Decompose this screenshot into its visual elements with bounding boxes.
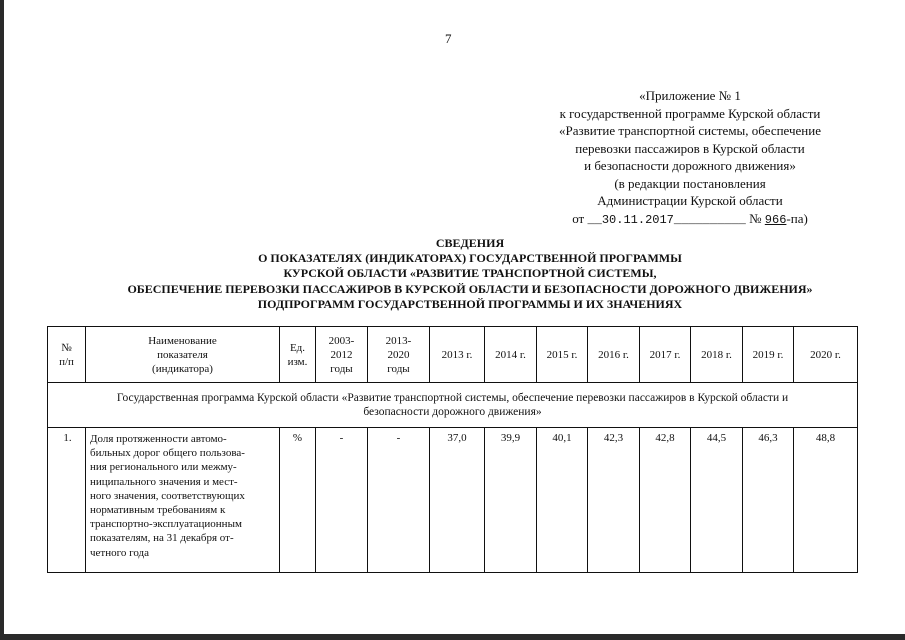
- header-year-2014: 2014 г.: [485, 327, 537, 383]
- appendix-line: перевозки пассажиров в Курской области: [575, 140, 805, 156]
- header-text: Ед.: [289, 341, 306, 354]
- indicator-name-line: показателям, на 31 декабря от-: [90, 532, 234, 545]
- header-text: Наименование: [148, 334, 217, 347]
- heading-line: О ПОКАЗАТЕЛЯХ (ИНДИКАТОРАХ) ГОСУДАРСТВЕННОЙ ПРОГРАММЫ: [258, 251, 682, 266]
- value-2019: 46,3: [743, 428, 794, 573]
- value-2017: 42,8: [640, 428, 691, 573]
- header-text: п/п: [59, 355, 74, 368]
- header-name: [86, 327, 280, 383]
- appendix-line: «Приложение № 1: [639, 88, 741, 103]
- heading-line: ОБЕСПЕЧЕНИЕ ПЕРЕВОЗКИ ПАССАЖИРОВ В КУРСКОЙ ОБЛАСТИ И БЕЗОПАСНОСТИ ДОРОЖНОГО ДВИЖЕНИЯ»: [127, 281, 813, 296]
- indicators-table: [47, 326, 858, 573]
- indicator-name-line: нормативным требованиям к: [90, 504, 226, 517]
- decree-date: __30.11.2017__________: [587, 212, 746, 227]
- header-text: 2012: [330, 348, 353, 361]
- heading-line: КУРСКОЙ ОБЛАСТИ «РАЗВИТИЕ ТРАНСПОРТНОЙ СИСТЕМЫ,: [283, 266, 657, 281]
- header-unit: [280, 327, 316, 383]
- header-year-2016: 2016 г.: [588, 327, 640, 383]
- appendix-block: [505, 87, 875, 229]
- unit-cell: %: [280, 428, 316, 573]
- indicator-name-line: ниципального значения и мест-: [90, 475, 238, 488]
- number-prefix: №: [749, 210, 762, 226]
- header-text: (индикатора): [152, 362, 213, 375]
- heading-line: ПОДПРОГРАММ ГОСУДАРСТВЕННОЙ ПРОГРАММЫ И ИХ ЗНАЧЕНИЯХ: [257, 296, 683, 311]
- indicator-name-line: ния регионального или межму-: [90, 461, 237, 474]
- row-number: 1.: [48, 428, 86, 573]
- header-period-2003-2012: [316, 327, 368, 383]
- heading-line: СВЕДЕНИЯ: [435, 236, 505, 250]
- date-prefix: от: [572, 210, 585, 226]
- indicator-name-line: транспортно-эксплуатационным: [90, 518, 242, 531]
- value-2014: 39,9: [485, 428, 537, 573]
- scan-frame-left: [0, 0, 4, 640]
- indicator-name-line: ного значения, соответствующих: [90, 489, 245, 502]
- value-2018: 44,5: [691, 428, 743, 573]
- number-suffix: -па): [786, 210, 808, 226]
- value-2016: 42,3: [588, 428, 640, 573]
- value-2020: 48,8: [794, 428, 858, 573]
- page-number: 7: [445, 31, 452, 46]
- appendix-line: (в редакции постановления: [614, 175, 766, 191]
- indicator-name: [86, 428, 280, 573]
- header-text: годы: [387, 362, 410, 375]
- header-text: №: [61, 341, 72, 354]
- header-text: 2020: [387, 348, 410, 361]
- header-year-2017: 2017 г.: [640, 327, 691, 383]
- header-text: 2013-: [385, 334, 412, 347]
- program-title-cell: [48, 383, 858, 428]
- scan-frame-bottom: [0, 634, 905, 640]
- header-text: годы: [330, 362, 353, 375]
- value-2013: 37,0: [430, 428, 485, 573]
- decree-date-row: [505, 210, 875, 230]
- value-2015: 40,1: [537, 428, 588, 573]
- program-title-line: Государственная программа Курской области «Развитие транспортной системы, обеспечение перевозки пассажиров в Курской области и: [116, 392, 789, 404]
- header-year-2015: 2015 г.: [537, 327, 588, 383]
- program-title-line: безопасности дорожного движения»: [363, 406, 542, 418]
- appendix-line: к государственной программе Курской области: [559, 105, 821, 121]
- header-text: изм.: [287, 355, 308, 368]
- header-text: 2003-: [328, 334, 355, 347]
- appendix-line: и безопасности дорожного движения»: [584, 158, 796, 173]
- table-row: [48, 428, 858, 573]
- header-num: [48, 327, 86, 383]
- appendix-line: «Развитие транспортной системы, обеспечение: [559, 123, 821, 138]
- value-2003-2012: -: [316, 428, 368, 573]
- document-heading: [60, 236, 880, 312]
- header-text: показателя: [157, 348, 208, 361]
- decree-number: 966: [764, 212, 787, 227]
- table-header-row: [48, 327, 858, 383]
- appendix-line: Администрации Курской области: [597, 193, 783, 208]
- indicator-name-line: бильных дорог общего пользова-: [90, 447, 245, 460]
- header-year-2020: 2020 г.: [794, 327, 858, 383]
- indicator-name-line: четного года: [90, 546, 149, 559]
- header-period-2013-2020: [368, 327, 430, 383]
- program-row: [48, 383, 858, 428]
- header-year-2018: 2018 г.: [691, 327, 743, 383]
- value-2013-2020: -: [368, 428, 430, 573]
- indicator-name-line: Доля протяженности автомо-: [90, 433, 227, 445]
- header-year-2019: 2019 г.: [743, 327, 794, 383]
- header-year-2013: 2013 г.: [430, 327, 485, 383]
